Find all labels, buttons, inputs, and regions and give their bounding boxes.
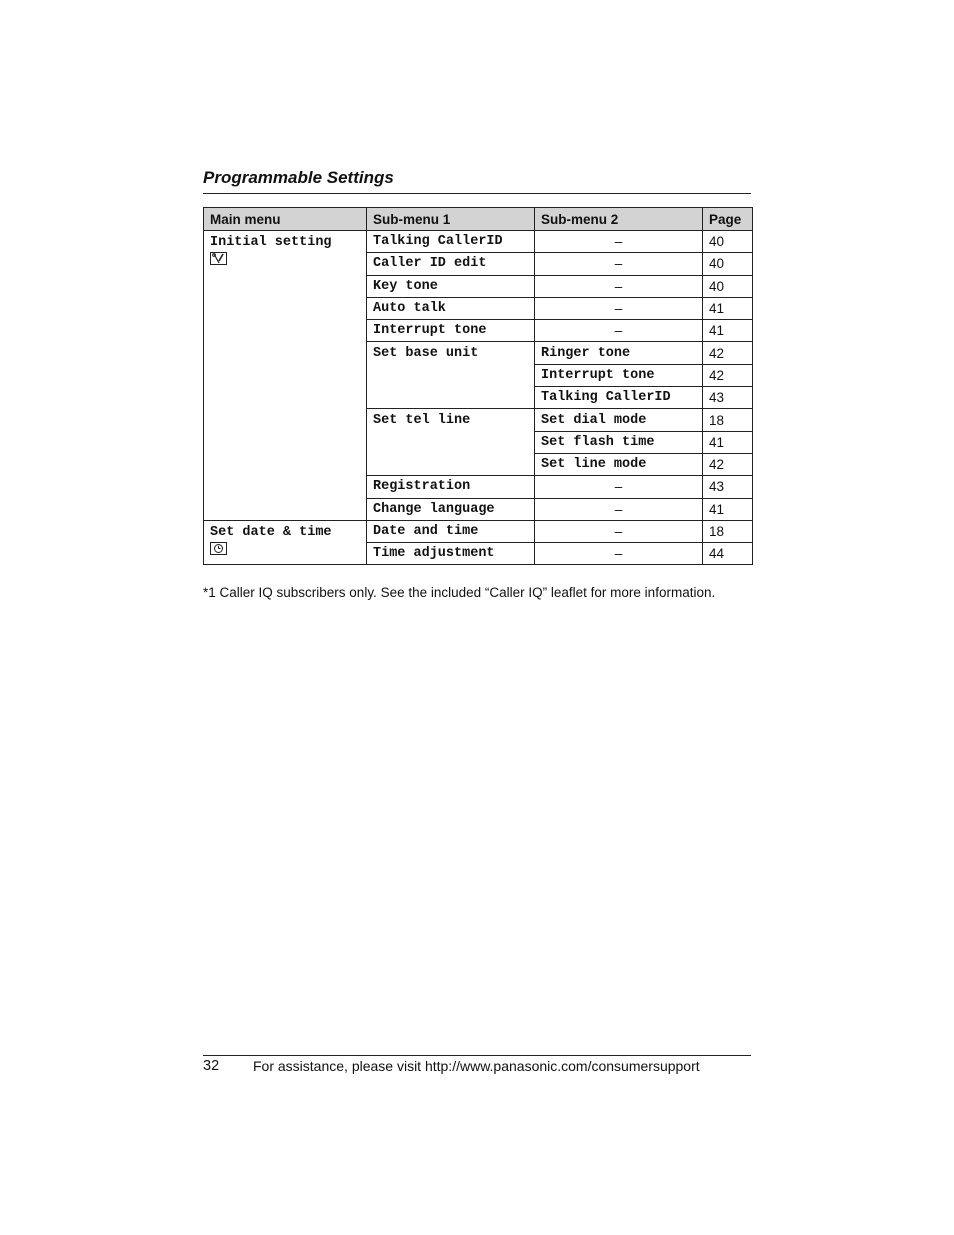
sub1-cell: Registration (367, 476, 535, 498)
clock-icon (210, 542, 227, 555)
main-menu-initial-setting (204, 231, 367, 521)
sub1-cell: Date and time (367, 520, 535, 542)
sub2-cell: – (535, 275, 703, 297)
sub1-cell: Auto talk (367, 297, 535, 319)
main-menu-label: Set date & time (210, 524, 332, 540)
footnote: *1 Caller IQ subscribers only. See the included “Caller IQ” leaflet for more information. (203, 585, 716, 600)
page-cell: 18 (703, 520, 753, 542)
settings-table (203, 207, 753, 565)
header-page: Page (703, 208, 753, 231)
sub2-cell: Set line mode (535, 453, 703, 475)
sub2-cell: Ringer tone (535, 342, 703, 364)
sub2-cell: – (535, 231, 703, 253)
table-row (204, 520, 753, 542)
wrench-screwdriver-icon (210, 252, 227, 265)
page-cell: 42 (703, 453, 753, 475)
sub2-cell: Interrupt tone (535, 364, 703, 386)
page-cell: 41 (703, 431, 753, 453)
page-cell: 41 (703, 320, 753, 342)
sub2-cell: – (535, 498, 703, 520)
header-sub-menu-2: Sub-menu 2 (535, 208, 703, 231)
sub2-cell: – (535, 543, 703, 565)
page-cell: 40 (703, 253, 753, 275)
page-cell: 40 (703, 231, 753, 253)
table-header-row (204, 208, 753, 231)
main-menu-set-date-time (204, 520, 367, 565)
main-menu-label: Initial setting (210, 235, 332, 250)
sub1-cell: Caller ID edit (367, 253, 535, 275)
sub2-cell: Set dial mode (535, 409, 703, 431)
footer-assistance-text: For assistance, please visit http://www.panasonic.com/consumersupport (253, 1058, 700, 1074)
sub1-cell: Interrupt tone (367, 320, 535, 342)
sub2-cell: – (535, 253, 703, 275)
page-cell: 43 (703, 476, 753, 498)
sub1-cell: Set tel line (367, 409, 535, 476)
page-cell: 40 (703, 275, 753, 297)
page-cell: 42 (703, 342, 753, 364)
header-main-menu: Main menu (204, 208, 367, 231)
page-cell: 43 (703, 387, 753, 409)
page-cell: 44 (703, 543, 753, 565)
table-row (204, 231, 753, 253)
sub2-cell: – (535, 476, 703, 498)
sub2-cell: Set flash time (535, 431, 703, 453)
sub1-cell: Time adjustment (367, 543, 535, 565)
sub2-cell: Talking CallerID (535, 387, 703, 409)
sub2-cell: – (535, 520, 703, 542)
sub1-cell: Change language (367, 498, 535, 520)
sub1-cell: Talking CallerID (367, 231, 535, 253)
header-sub-menu-1: Sub-menu 1 (367, 208, 535, 231)
footer-divider (203, 1055, 751, 1056)
sub2-cell: – (535, 297, 703, 319)
sub2-cell: – (535, 320, 703, 342)
page-cell: 42 (703, 364, 753, 386)
section-title: Programmable Settings (203, 168, 751, 194)
sub1-cell: Key tone (367, 275, 535, 297)
page-number: 32 (203, 1058, 220, 1074)
page-cell: 41 (703, 297, 753, 319)
page-cell: 41 (703, 498, 753, 520)
sub1-cell: Set base unit (367, 342, 535, 409)
page-cell: 18 (703, 409, 753, 431)
